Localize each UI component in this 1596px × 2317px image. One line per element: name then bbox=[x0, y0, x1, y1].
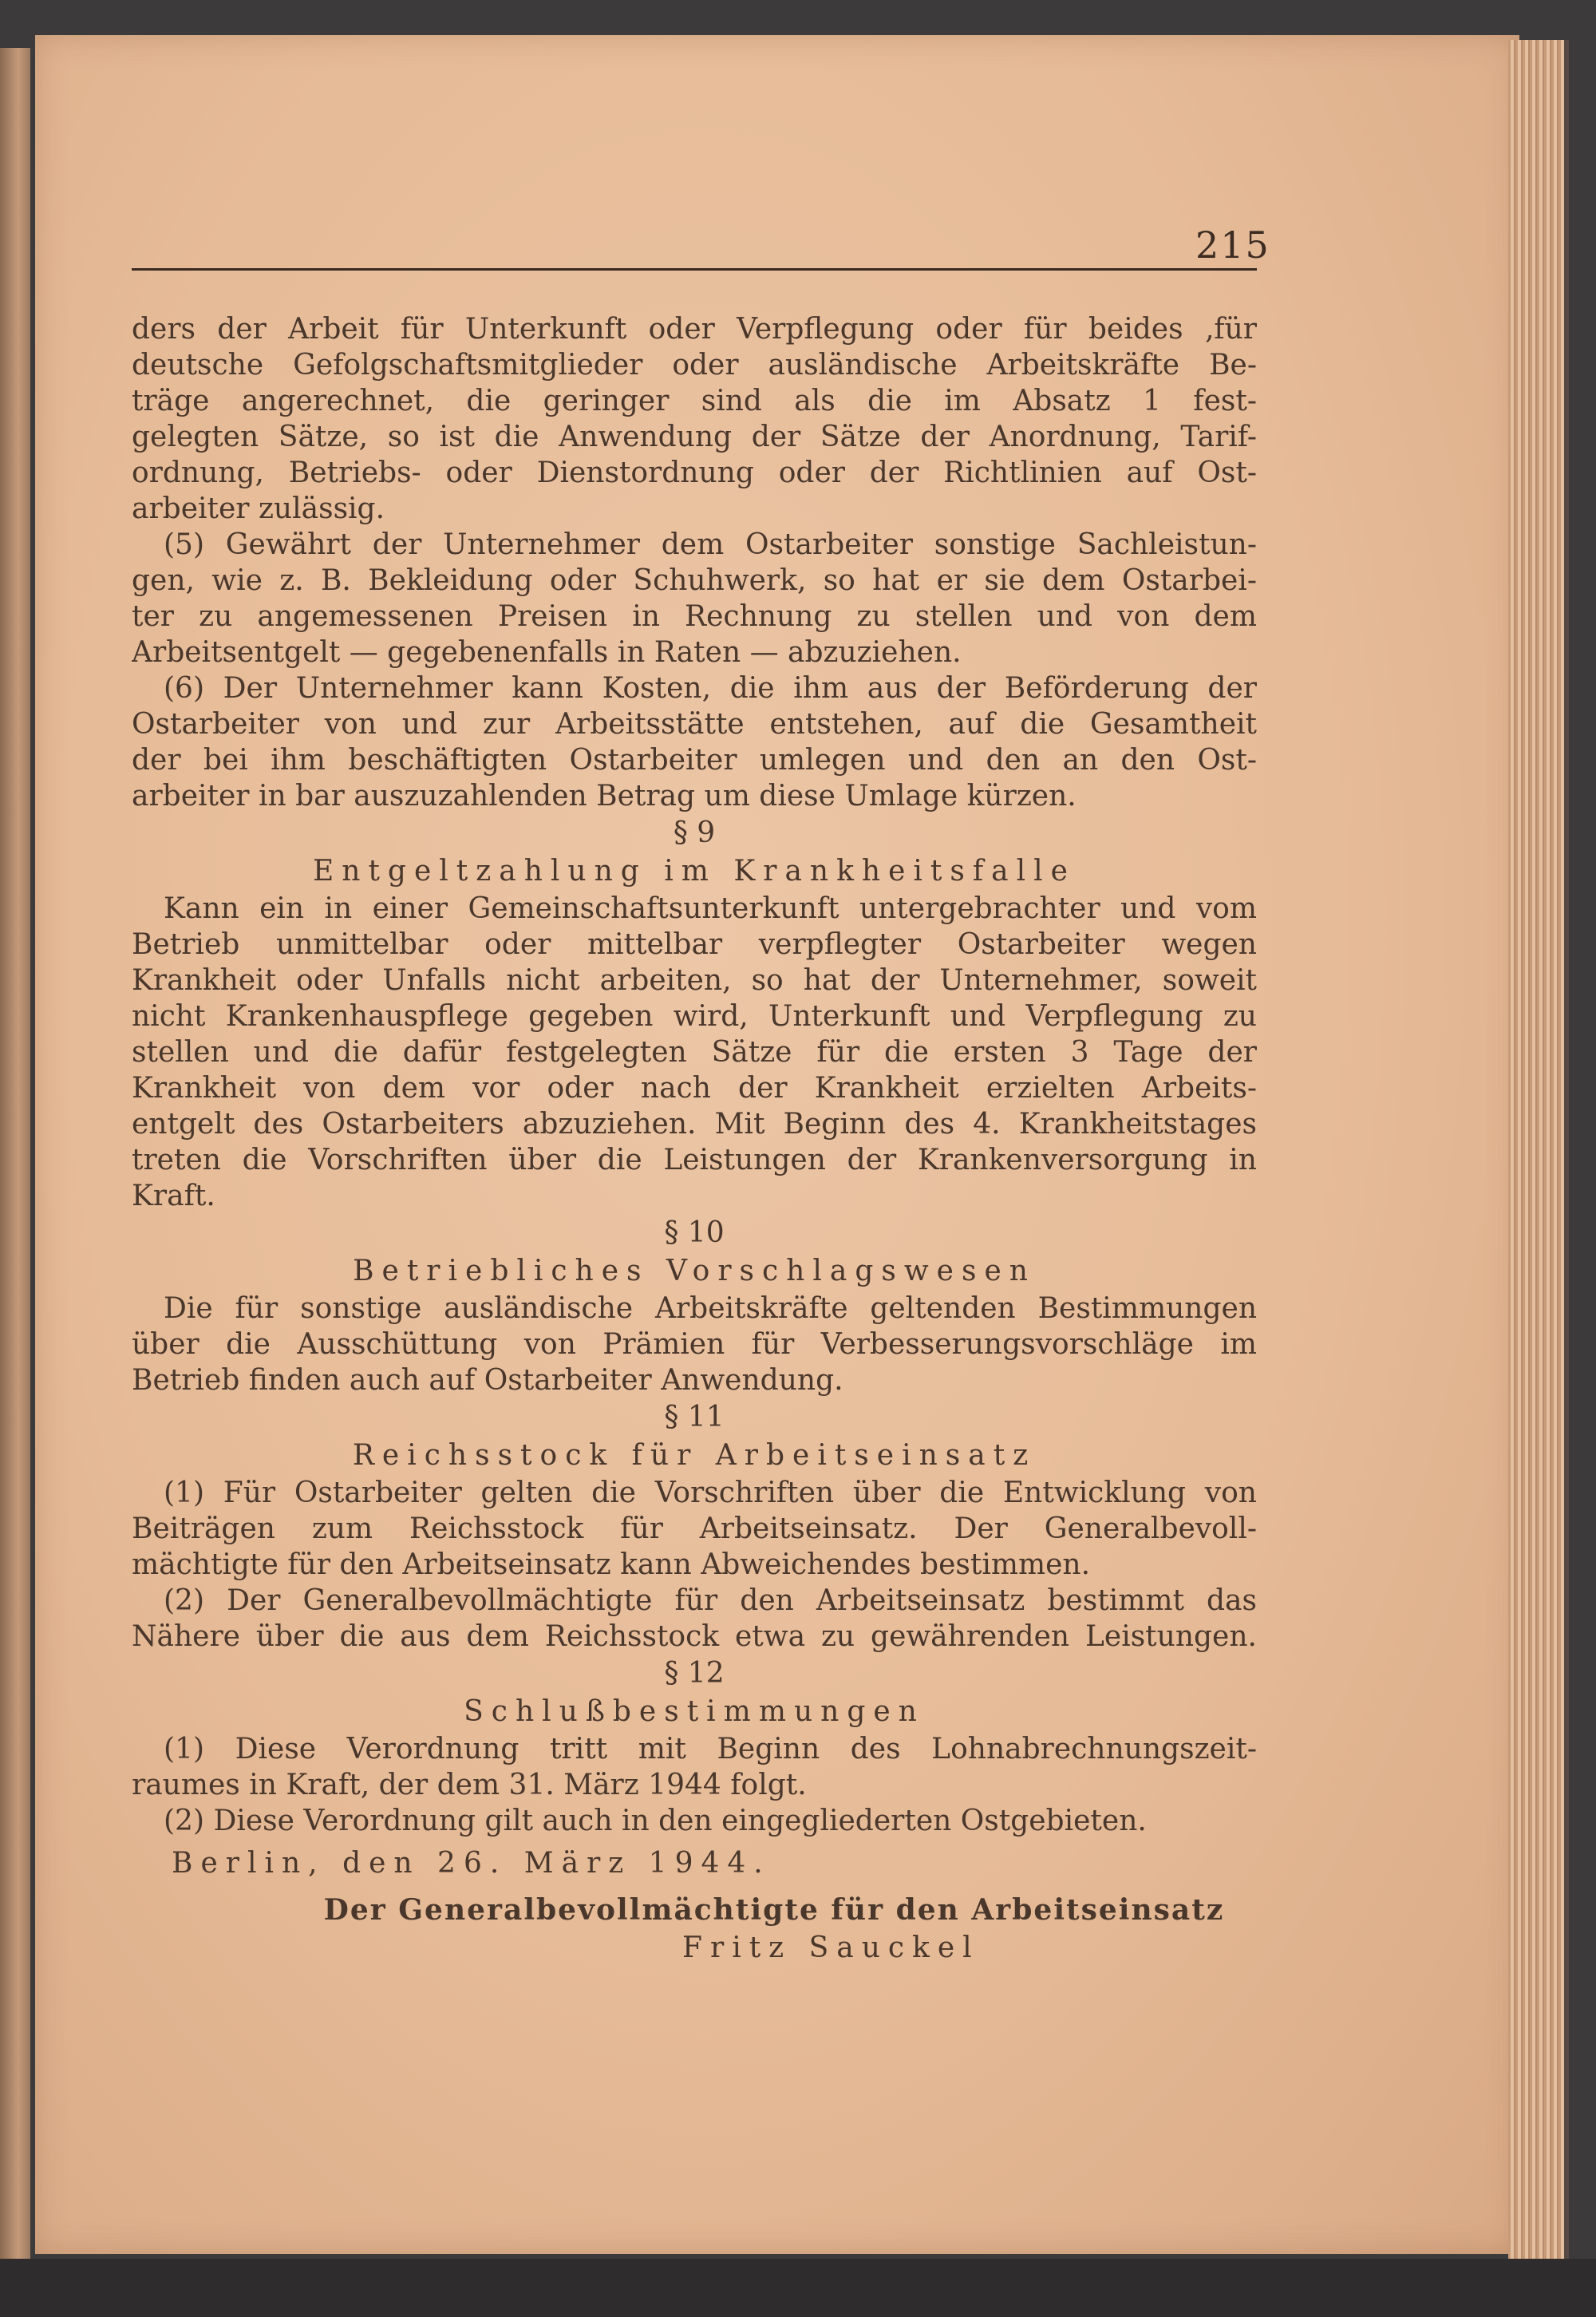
text-line: mächtigte für den Arbeitseinsatz kann Abweichendes bestimmen. bbox=[132, 1548, 1091, 1581]
text-line: der bei ihm beschäftigten Ostarbeiter umlegen und den an den Ost- bbox=[132, 744, 1257, 777]
section-9 bbox=[132, 814, 1257, 1214]
text-line: (6) Der Unternehmer kann Kosten, die ihm aus der Beförderung der bbox=[164, 672, 1257, 705]
text-line: ordnung, Betriebs- oder Dienstordnung oder der Richtlinien auf Ost- bbox=[132, 457, 1257, 489]
text-line: Krankheit oder Unfalls nicht arbeiten, so hat der Unternehmer, soweit bbox=[132, 964, 1257, 997]
section-title: Betriebliches Vorschlagswesen bbox=[353, 1255, 1036, 1287]
text-line: Kraft. bbox=[132, 1180, 215, 1212]
text-line: raumes in Kraft, der dem 31. März 1944 folgt. bbox=[132, 1769, 807, 1801]
text-line: ter zu angemessenen Preisen in Rechnung zu stellen und von dem bbox=[132, 600, 1257, 633]
text-line: Arbeitsentgelt — gegebenenfalls in Raten — abzuziehen. bbox=[132, 636, 962, 669]
text-line: Krankheit von dem vor oder nach der Krankheit erzielten Arbeits- bbox=[132, 1072, 1257, 1105]
section-10 bbox=[132, 1214, 1257, 1398]
text-line: (5) Gewährt der Unternehmer dem Ostarbeiter sonstige Sachleistun- bbox=[164, 528, 1257, 561]
section-number: § 12 bbox=[664, 1657, 725, 1690]
text-line: entgelt des Ostarbeiters abzuziehen. Mit Beginn des 4. Krankheitstages bbox=[132, 1108, 1257, 1141]
header-rule bbox=[132, 268, 1257, 271]
text-line: Die für sonstige ausländische Arbeitskräfte geltenden Bestimmungen bbox=[164, 1292, 1257, 1325]
page-body bbox=[132, 311, 1257, 1967]
text-line: nicht Krankenhauspflege gegeben wird, Unterkunft und Verpflegung zu bbox=[132, 1000, 1257, 1033]
text-line: gen, wie z. B. Bekleidung oder Schuhwerk, so hat er sie dem Ostarbei- bbox=[132, 564, 1257, 597]
section-number: § 11 bbox=[664, 1401, 725, 1433]
paragraph-5 bbox=[132, 527, 1257, 670]
text-line: arbeiter zulässig. bbox=[132, 492, 385, 525]
section-number: § 10 bbox=[664, 1216, 725, 1249]
section-title: Reichsstock für Arbeitseinsatz bbox=[352, 1439, 1037, 1472]
signature-name: Fritz Sauckel bbox=[682, 1931, 980, 1964]
section-title: Schlußbestimmungen bbox=[464, 1695, 925, 1728]
text-line: Beiträgen zum Reichsstock für Arbeitseinsatz. Der Generalbevoll- bbox=[132, 1512, 1257, 1545]
text-line: stellen und die dafür festgelegten Sätze für die ersten 3 Tage der bbox=[132, 1036, 1257, 1069]
page-edges bbox=[1508, 40, 1569, 2259]
page-number: 215 bbox=[1195, 223, 1270, 267]
text-line: träge angerechnet, die geringer sind als die im Absatz 1 fest- bbox=[132, 385, 1257, 417]
text-line: deutsche Gefolgschaftsmitglieder oder ausländische Arbeitskräfte Be- bbox=[132, 349, 1257, 382]
signature-title: Der Generalbevollmächtigte für den Arbeitseinsatz bbox=[323, 1893, 1225, 1927]
text-line: Nähere über die aus dem Reichsstock etwa zu gewährenden Leistungen. bbox=[132, 1620, 1257, 1653]
place-date: Berlin, den 26. März 1944. bbox=[172, 1847, 771, 1880]
section-title: Entgeltzahlung im Krankheitsfalle bbox=[313, 855, 1076, 888]
text-line: (2) Diese Verordnung gilt auch in den eingegliederten Ostgebieten. bbox=[164, 1805, 1147, 1837]
paragraph-continued bbox=[132, 311, 1257, 527]
text-line: (1) Diese Verordnung tritt mit Beginn des Lohnabrechnungszeit- bbox=[164, 1733, 1257, 1765]
text-line: Betrieb finden auch auf Ostarbeiter Anwendung. bbox=[132, 1364, 843, 1397]
text-line: über die Ausschüttung von Prämien für Verbesserungsvorschläge im bbox=[132, 1328, 1257, 1361]
section-11 bbox=[132, 1398, 1257, 1655]
section-12 bbox=[132, 1655, 1257, 1839]
section-number: § 9 bbox=[673, 816, 716, 849]
text-line: Ostarbeiter von und zur Arbeitsstätte entstehen, auf die Gesamtheit bbox=[132, 708, 1257, 741]
book-spine-left bbox=[0, 48, 30, 2267]
text-line: Kann ein in einer Gemeinschaftsunterkunft untergebrachter und vom bbox=[164, 892, 1257, 925]
text-line: ders der Arbeit für Unterkunft oder Verpflegung oder für beides ‚für bbox=[132, 313, 1257, 346]
text-line: Betrieb unmittelbar oder mittelbar verpflegter Ostarbeiter wegen bbox=[132, 928, 1257, 961]
text-line: arbeiter in bar auszuzahlenden Betrag um diese Umlage kürzen. bbox=[132, 780, 1077, 813]
text-line: (1) Für Ostarbeiter gelten die Vorschriften über die Entwicklung von bbox=[164, 1477, 1257, 1509]
paragraph-6 bbox=[132, 670, 1257, 814]
background-bottom bbox=[0, 2259, 1596, 2317]
text-line: treten die Vorschriften über die Leistungen der Krankenversorgung in bbox=[132, 1144, 1257, 1176]
text-line: (2) Der Generalbevollmächtigte für den Arbeitseinsatz bestimmt das bbox=[164, 1584, 1257, 1617]
text-line: gelegten Sätze, so ist die Anwendung der Sätze der Anordnung, Tarif- bbox=[132, 421, 1257, 453]
